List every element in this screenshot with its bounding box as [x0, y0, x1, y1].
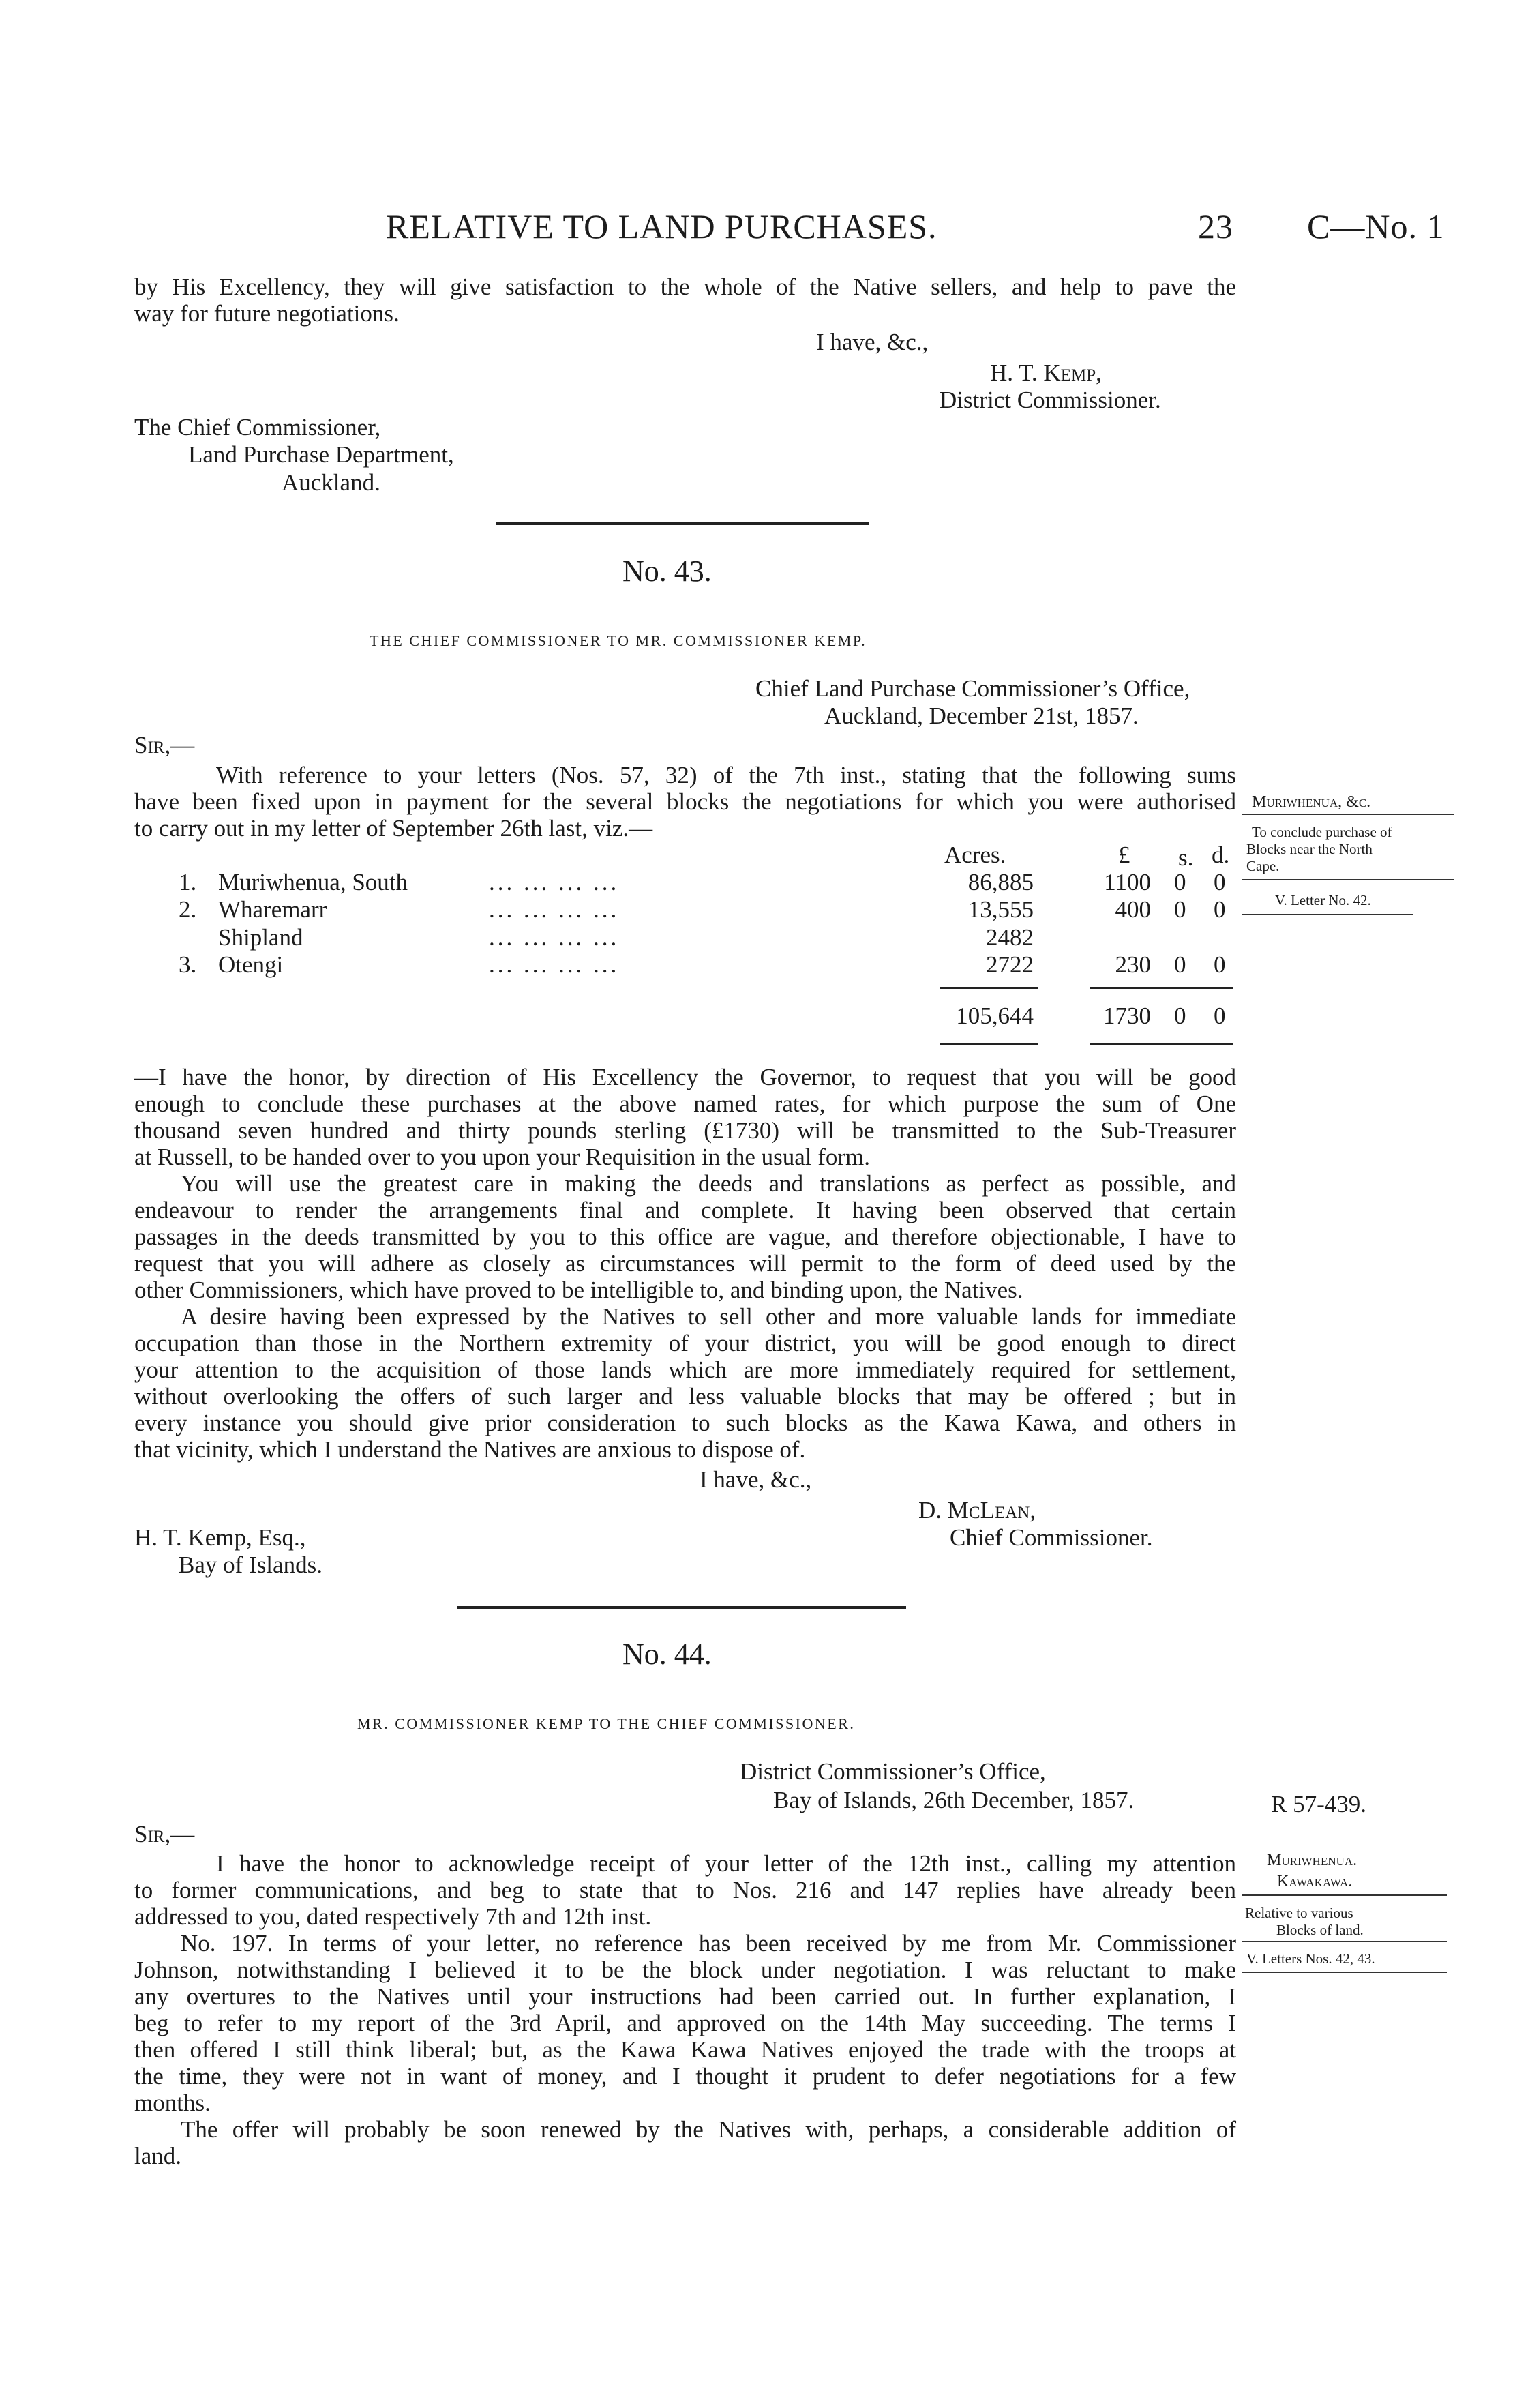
text-line: I have the honor to acknowledge receipt of your letter of the 12th inst., calling my attention — [216, 1850, 1236, 1877]
letter44-number: No. 44. — [622, 1637, 712, 1671]
table-header-acres: Acres. — [944, 842, 1006, 868]
table-header-pounds: £ — [1118, 842, 1130, 868]
text-line: addressed to you, dated respectively 7th and 12th inst. — [134, 1903, 652, 1930]
text-line: the time, they were not in want of money, and I thought it prudent to defer negotiations for a few — [134, 2063, 1236, 2090]
table-row-leader-dots: ... ... ... ... — [489, 869, 620, 895]
table-row-number: 1. — [179, 869, 197, 895]
letter44-salutation: Sir,— — [134, 1821, 195, 1847]
letter43-signature: D. McLean, — [918, 1497, 1036, 1523]
letter44-place: District Commissioner’s Office, — [740, 1758, 1046, 1785]
text-line: way for future negotiations. — [134, 300, 400, 327]
letter43-intro-paragraph — [134, 762, 1236, 842]
table-row-name: Shipland — [218, 924, 303, 951]
table-row-pence: 0 — [1214, 896, 1226, 923]
text-line: at Russell, to be handed over to you upon your Requisition in the usual form. — [134, 1144, 871, 1170]
document-reference: C—No. 1 — [1307, 207, 1445, 246]
letter43-number: No. 43. — [622, 554, 712, 588]
text-line: The offer will probably be soon renewed by the Natives with, perhaps, a considerable addition of — [181, 2116, 1236, 2143]
table-total-pence: 0 — [1214, 1002, 1226, 1029]
table-row-shillings: 0 — [1174, 896, 1186, 923]
text-line: beg to refer to my report of the 3rd April, and approved on the 14th May succeeding. The terms I — [134, 2010, 1236, 2036]
table-row-pounds: 230 — [1115, 951, 1151, 978]
text-line: endeavour to render the arrangements final and complete. It having been observed that certain — [134, 1197, 1236, 1223]
margin-note-reference: V. Letters Nos. 42, 43. — [1246, 1950, 1375, 1967]
margin-note-reference: V. Letter No. 42. — [1275, 892, 1371, 908]
letter44-date: Bay of Islands, 26th December, 1857. — [773, 1787, 1135, 1813]
table-row-number: 2. — [179, 896, 197, 923]
margin-rule — [1242, 1894, 1447, 1896]
text-line: to carry out in my letter of September 26th last, viz.— — [134, 815, 653, 842]
section-divider — [457, 1606, 906, 1609]
table-row-leader-dots: ... ... ... ... — [489, 896, 620, 923]
letter44-register-reference: R 57-439. — [1271, 1791, 1366, 1817]
section-divider — [496, 522, 869, 525]
text-line: any overtures to the Natives until your instructions had been carried out. In further explanation, I — [134, 1983, 1236, 2010]
margin-rule — [1242, 814, 1454, 815]
margin-note-line: To conclude purchase of — [1252, 824, 1392, 840]
table-row-leader-dots: ... ... ... ... — [489, 951, 620, 978]
table-row-acres: 86,885 — [967, 869, 1034, 895]
table-row-acres: 2722 — [986, 951, 1034, 978]
table-row-acres: 2482 — [986, 924, 1034, 951]
table-total-pounds: 1730 — [1103, 1002, 1151, 1029]
text-line: No. 197. In terms of your letter, no reference has been received by me from Mr. Commissioner — [181, 1930, 1236, 1957]
running-header-title: RELATIVE TO LAND PURCHASES. — [386, 207, 937, 246]
table-header-pence: d. — [1212, 842, 1230, 868]
table-row-name: Otengi — [218, 951, 284, 978]
table-row-acres: 13,555 — [967, 896, 1034, 923]
margin-note-line: Blocks of land. — [1276, 1922, 1364, 1938]
letter43-addressee-line2: Bay of Islands. — [179, 1551, 322, 1578]
text-line: months. — [134, 2090, 211, 2116]
text-line: enough to conclude these purchases at the above named rates, for which purpose the sum of One — [134, 1090, 1236, 1117]
margin-rule — [1242, 1972, 1447, 1973]
text-line: passages in the deeds transmitted by you to this office are vague, and therefore objectionable, I have to — [134, 1223, 1236, 1250]
letter42-addressee-line2: Land Purchase Department, — [188, 441, 454, 468]
margin-note-line: Relative to various — [1245, 1905, 1353, 1921]
text-line: have been fixed upon in payment for the several blocks the negotiations for which you were authorised — [134, 788, 1236, 815]
text-line: —I have the honor, by direction of His Excellency the Governor, to request that you will be good — [134, 1064, 1236, 1090]
sum-rule-money — [1090, 987, 1233, 989]
text-line: land. — [134, 2143, 182, 2169]
table-header-shillings: s. — [1178, 844, 1194, 871]
table-row-name: Wharemarr — [218, 896, 327, 923]
text-line: by His Excellency, they will give satisfaction to the whole of the Native sellers, and help to pave the — [134, 273, 1236, 300]
margin-note-line: Blocks near the North — [1246, 841, 1372, 857]
margin-rule — [1242, 914, 1413, 915]
margin-note-title: Kawakawa. — [1277, 1873, 1353, 1890]
letter43-signer-title: Chief Commissioner. — [950, 1524, 1153, 1551]
page-number: 23 — [1198, 207, 1233, 246]
text-line: without overlooking the offers of such larger and less valuable blocks that may be offered ; but in — [134, 1383, 1236, 1410]
table-row-number: 3. — [179, 951, 197, 978]
table-row-leader-dots: ... ... ... ... — [489, 924, 620, 951]
letter43-complimentary-close: I have, &c., — [700, 1466, 812, 1493]
margin-rule — [1242, 1941, 1447, 1942]
letter44-paragraph-1 — [134, 1850, 1236, 1930]
text-line: to former communications, and beg to state that to Nos. 216 and 147 replies have already been — [134, 1877, 1236, 1903]
total-rule-acres — [940, 1043, 1038, 1045]
table-row-shillings: 0 — [1174, 869, 1186, 895]
table-row-name: Muriwhenua, South — [218, 869, 408, 895]
letter43-salutation: Sir,— — [134, 732, 195, 758]
letter43-addressee-line1: H. T. Kemp, Esq., — [134, 1524, 306, 1551]
text-line: request that you will adhere as closely as circumstances will permit to the form of deed used by the — [134, 1250, 1236, 1277]
table-row-pence: 0 — [1214, 869, 1226, 895]
text-line: other Commissioners, which have proved to be intelligible to, and binding upon, the Natives. — [134, 1277, 1023, 1303]
letter43-heading: THE CHIEF COMMISSIONER TO MR. COMMISSIONER KEMP. — [370, 632, 867, 649]
text-line: thousand seven hundred and thirty pounds sterling (£1730) will be transmitted to the Sub-Treasurer — [134, 1117, 1236, 1144]
letter42-addressee-line3: Auckland. — [282, 469, 380, 496]
table-total-shillings: 0 — [1174, 1002, 1186, 1029]
text-line: With reference to your letters (Nos. 57, 32) of the 7th inst., stating that the following sums — [216, 762, 1236, 788]
text-line: your attention to the acquisition of those lands which are more immediately required for settlement, — [134, 1356, 1236, 1383]
text-line: occupation than those in the Northern extremity of your district, you will be good enough to direct — [134, 1330, 1236, 1356]
text-line: You will use the greatest care in making the deeds and translations as perfect as possible, and — [181, 1170, 1236, 1197]
letter44-heading: MR. COMMISSIONER KEMP TO THE CHIEF COMMISSIONER. — [357, 1715, 856, 1732]
table-row-shillings: 0 — [1174, 951, 1186, 978]
table-row-pounds: 1100 — [1104, 869, 1151, 895]
total-rule-money — [1090, 1043, 1233, 1045]
letter42-signature: H. T. Kemp, — [990, 359, 1102, 386]
text-line: A desire having been expressed by the Natives to sell other and more valuable lands for immediate — [181, 1303, 1236, 1330]
margin-rule — [1242, 879, 1454, 880]
letter43-paragraph-3 — [134, 1303, 1236, 1463]
letter43-paragraph-1 — [134, 1064, 1236, 1170]
text-line: Johnson, notwithstanding I believed it to be the block under negotiation. I was reluctant to make — [134, 1957, 1236, 1983]
letter42-signer-title: District Commissioner. — [940, 387, 1161, 413]
margin-note-line: Cape. — [1246, 858, 1280, 874]
sum-rule-acres — [940, 987, 1038, 989]
letter44-paragraph-3 — [134, 2116, 1236, 2169]
letter43-place: Chief Land Purchase Commissioner’s Office, — [755, 675, 1190, 702]
table-row-pence: 0 — [1214, 951, 1226, 978]
table-total-acres: 105,644 — [956, 1002, 1034, 1029]
margin-note-title: Muriwhenua. — [1267, 1852, 1358, 1869]
text-line: that vicinity, which I understand the Natives are anxious to dispose of. — [134, 1436, 806, 1463]
margin-note-title: Muriwhenua, &c. — [1252, 793, 1371, 811]
letter42-addressee-line1: The Chief Commissioner, — [134, 414, 381, 441]
letter44-paragraph-2 — [134, 1930, 1236, 2116]
letter42-complimentary-close: I have, &c., — [816, 329, 929, 355]
text-line: then offered I still think liberal; but, as the Kawa Kawa Natives enjoyed the trade with the troops at — [134, 2036, 1236, 2063]
text-line: every instance you should give prior consideration to such blocks as the Kawa Kawa, and others in — [134, 1410, 1236, 1436]
letter43-date: Auckland, December 21st, 1857. — [824, 702, 1139, 729]
letter43-paragraph-2 — [134, 1170, 1236, 1303]
table-row-pounds: 400 — [1115, 896, 1151, 923]
letter42-closing-paragraph — [134, 273, 1236, 327]
